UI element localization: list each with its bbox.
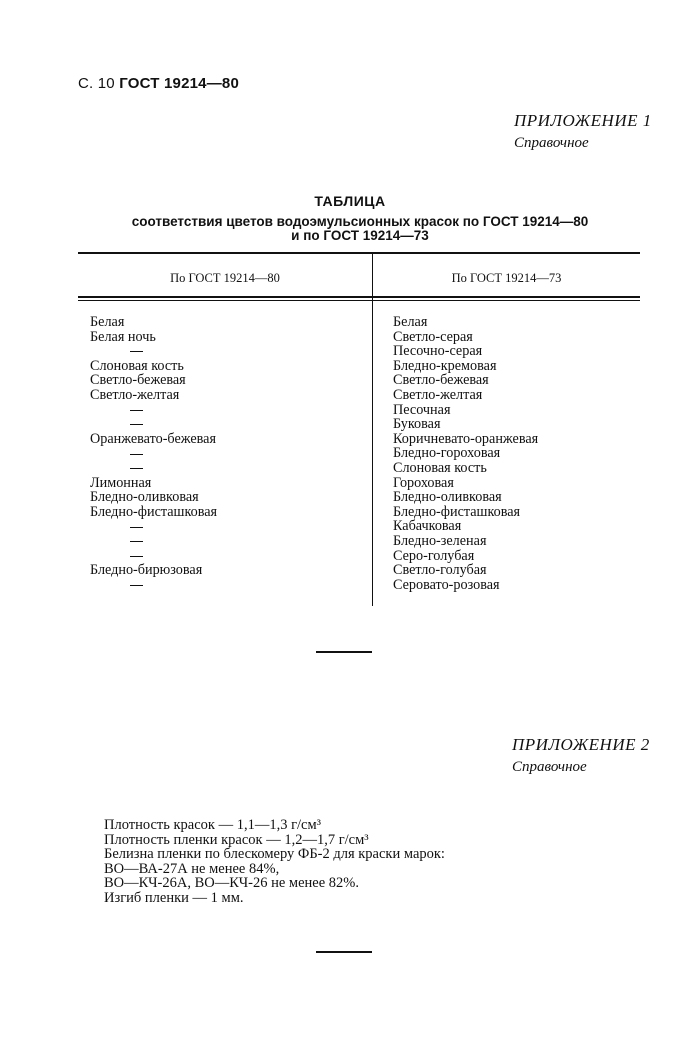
table-cell-1973: Бледно-фисташковая bbox=[393, 503, 521, 520]
appendix2-line: Плотность пленки красок — 1,2—1,7 г/см³ bbox=[104, 831, 369, 848]
table-cell-1980: Бледно-бирюзовая bbox=[90, 562, 203, 579]
appendix2-line: Плотность красок — 1,1—1,3 г/см³ bbox=[104, 817, 322, 833]
table-cell-1973: Буковая bbox=[393, 416, 441, 433]
table-cell-1973: Светло-серая bbox=[393, 328, 473, 345]
section-separator bbox=[316, 651, 372, 653]
table-cell-1973: Бледно-оливковая bbox=[393, 489, 502, 506]
table-header-rule bbox=[78, 296, 640, 298]
appendix2-line: ВО—КЧ-26А, ВО—КЧ-26 не менее 82%. bbox=[104, 875, 359, 892]
table-cell-1973: Белая bbox=[393, 314, 428, 330]
appendix2-line: Изгиб пленки — 1 мм. bbox=[104, 889, 244, 906]
column-header-1980: По ГОСТ 19214—80 bbox=[170, 271, 280, 285]
appendix2-line: ВО—ВА-27А не менее 84%, bbox=[104, 860, 280, 877]
empty-dash bbox=[130, 556, 143, 557]
table-cell-1980: Бледно-фисташковая bbox=[90, 503, 218, 520]
appendix1-subtitle: Справочное bbox=[514, 135, 589, 151]
table-cell-1980: Лимонная bbox=[90, 474, 152, 491]
table-cell-1980 bbox=[90, 446, 217, 461]
table-cell-1980 bbox=[90, 403, 217, 418]
empty-dash bbox=[130, 454, 143, 455]
table-caption-line1: соответствия цветов водоэмульсионных красок по ГОСТ 19214—80 bbox=[131, 214, 589, 229]
table-cell-1980: Слоновая кость bbox=[90, 357, 184, 374]
table-cell-1973: Светло-желтая bbox=[393, 386, 483, 403]
empty-dash bbox=[130, 527, 143, 528]
empty-dash bbox=[130, 351, 143, 352]
table-cell-1980 bbox=[90, 461, 217, 476]
table-cell-1980: Светло-желтая bbox=[90, 386, 180, 403]
table-cell-1980: Бледно-оливковая bbox=[90, 489, 199, 506]
table-cell-1973: Песочно-серая bbox=[393, 343, 483, 360]
appendix2-line: Белизна пленки по блескомеру ФБ-2 для краски марок: bbox=[104, 846, 445, 863]
column-1973-list bbox=[393, 315, 538, 592]
standard-number: ГОСТ 19214—80 bbox=[119, 75, 239, 92]
table-cell-1973: Песочная bbox=[393, 401, 451, 418]
table-cell-1980: Белая ночь bbox=[90, 328, 156, 345]
table-cell-1980: Светло-бежевая bbox=[90, 372, 186, 389]
appendix2-title: ПРИЛОЖЕНИЕ 2 bbox=[512, 735, 650, 754]
appendix1-title: ПРИЛОЖЕНИЕ 1 bbox=[514, 111, 652, 130]
table-cell-1980: Оранжевато-бежевая bbox=[90, 430, 216, 447]
table-column-divider bbox=[372, 254, 373, 606]
appendix2-notes bbox=[104, 818, 445, 906]
table-cell-1980 bbox=[90, 549, 217, 564]
table-top-rule bbox=[78, 252, 640, 254]
table-cell-1973: Светло-голубая bbox=[393, 562, 487, 579]
table-cell-1980 bbox=[90, 519, 217, 534]
column-1980-list bbox=[90, 315, 217, 592]
table-cell-1980 bbox=[90, 578, 217, 593]
table-cell-1973: Кабачковая bbox=[393, 518, 462, 535]
column-header-1973: По ГОСТ 19214—73 bbox=[451, 271, 562, 285]
table-cell-1973: Серовато-розовая bbox=[393, 576, 500, 593]
section-separator bbox=[316, 951, 372, 953]
empty-dash bbox=[130, 585, 143, 586]
table-cell-1973: Бледно-кремовая bbox=[393, 357, 497, 374]
table-caption-line2: и по ГОСТ 19214—73 bbox=[291, 228, 429, 243]
table-cell-1980 bbox=[90, 417, 217, 432]
empty-dash bbox=[130, 541, 143, 542]
table-cell-1973: Серо-голубая bbox=[393, 547, 475, 564]
table-cell-1980 bbox=[90, 534, 217, 549]
table-cell-1973: Бледно-зеленая bbox=[393, 532, 487, 549]
table-cell-1973: Светло-бежевая bbox=[393, 372, 489, 389]
table-header-rule-secondary bbox=[78, 300, 640, 301]
empty-dash bbox=[130, 424, 143, 425]
table-cell-1973: Гороховая bbox=[393, 474, 454, 491]
table-cell-1980: Белая bbox=[90, 314, 125, 330]
empty-dash bbox=[130, 410, 143, 411]
page-number: С. 10 bbox=[78, 75, 115, 92]
table-caption bbox=[120, 215, 600, 243]
table-title: ТАБЛИЦА bbox=[314, 193, 386, 209]
page-header bbox=[78, 75, 239, 92]
empty-dash bbox=[130, 468, 143, 469]
table-cell-1973: Бледно-гороховая bbox=[393, 445, 501, 462]
table-cell-1973: Слоновая кость bbox=[393, 459, 487, 476]
table-cell-1980 bbox=[90, 344, 217, 359]
appendix2-subtitle: Справочное bbox=[512, 759, 587, 775]
table-cell-1973: Коричневато-оранжевая bbox=[393, 430, 539, 447]
